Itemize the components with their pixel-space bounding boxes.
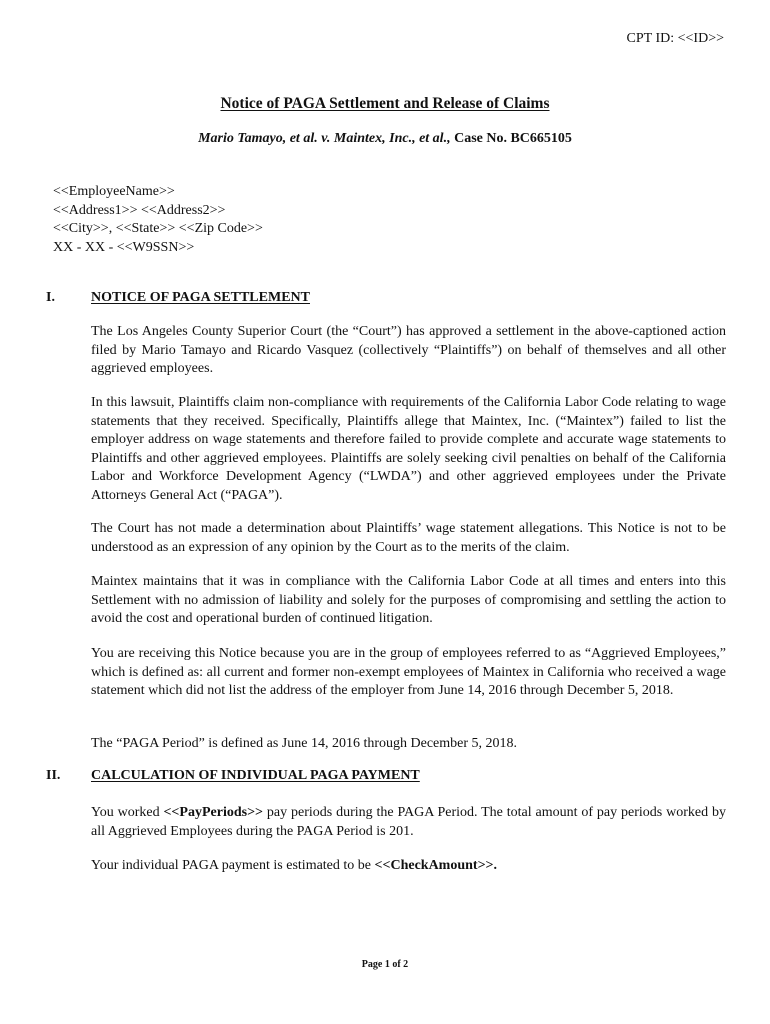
city-state-zip: <<City>>, <<State>> <<Zip Code>>: [53, 221, 263, 237]
section-1-paragraph-4: Maintex maintains that it was in compliance with the California Labor Code at all times and enters into this Settlement with no admission of liability and solely for the purposes of compromising and settling the action to avoid the cost and operational burden of continued litigation.: [91, 574, 726, 627]
section-1-paragraph-2: In this lawsuit, Plaintiffs claim non-compliance with requirements of the California Labor Code relating to wage statements that they received. Specifically, Plaintiffs allege that Maintex, Inc. (“Maintex”) failed to list the employer address on wage statements and therefore failed to provide complete and accurate wage statements to Plaintiffs and other aggrieved employees. Plaintiffs are solely seeking civil penalties on behalf of the California Labor and Workforce Development Agency (“LWDA”) and other aggrieved employees under the Private Attorneys General Act (“PAGA”).: [91, 395, 726, 503]
ssn-line: XX - XX - <<W9SSN>>: [53, 239, 195, 255]
pay-periods-intro: You worked: [91, 805, 164, 820]
check-amount-field: <<CheckAmount>>.: [374, 858, 498, 873]
employee-name: <<EmployeeName>>: [53, 184, 175, 199]
case-caption: [0, 131, 770, 147]
cpt-id: CPT ID: <<ID>>: [626, 31, 724, 46]
payment-intro: Your individual PAGA payment is estimated to be: [91, 858, 375, 873]
section-2-paragraph-1: [91, 804, 726, 841]
section-1-paragraph-3: The Court has not made a determination about Plaintiffs’ wage statement allegations. This Notice is not to be understood as an expression of any opinion by the Court as to the merits of the claim.: [91, 521, 726, 555]
section-2-heading: CALCULATION OF INDIVIDUAL PAGA PAYMENT: [91, 768, 420, 783]
section-1-heading: NOTICE OF PAGA SETTLEMENT: [91, 290, 310, 305]
address-line: <<Address1>> <<Address2>>: [53, 202, 226, 218]
section-1-paragraph-1: The Los Angeles County Superior Court (the “Court”) has approved a settlement in the above-captioned action filed by Mario Tamayo and Ricardo Vasquez (collectively “Plaintiffs”) on behalf of themselves and all other aggrieved employees.: [91, 324, 726, 377]
pay-periods-rest: pay periods during the PAGA Period. The total amount of pay periods worked by all Aggrieved Employees during the PAGA Period is 201.: [91, 805, 726, 839]
address-block: [53, 183, 263, 257]
case-parties: Mario Tamayo, et al. v. Maintex, Inc., et al.,: [198, 131, 451, 146]
section-1-paragraph-6: The “PAGA Period” is defined as June 14, 2016 through December 5, 2018.: [91, 736, 518, 751]
document-title: Notice of PAGA Settlement and Release of Claims: [220, 95, 550, 112]
section-2-number: II.: [46, 768, 61, 783]
pay-periods-field: <<PayPeriods>>: [163, 805, 264, 820]
section-2-paragraph-2: [91, 857, 726, 876]
page-number: Page 1 of 2: [361, 959, 409, 970]
section-1-number: I.: [46, 290, 55, 305]
case-number: Case No. BC665105: [450, 131, 572, 146]
section-1-paragraph-5: You are receiving this Notice because you are in the group of employees referred to as “Aggrieved Employees,” which is defined as: all current and former non-exempt employees of Maintex in California who received a wage statement which did not list the address of the employer from June 14, 2016 through December 5, 2018.: [91, 646, 726, 699]
